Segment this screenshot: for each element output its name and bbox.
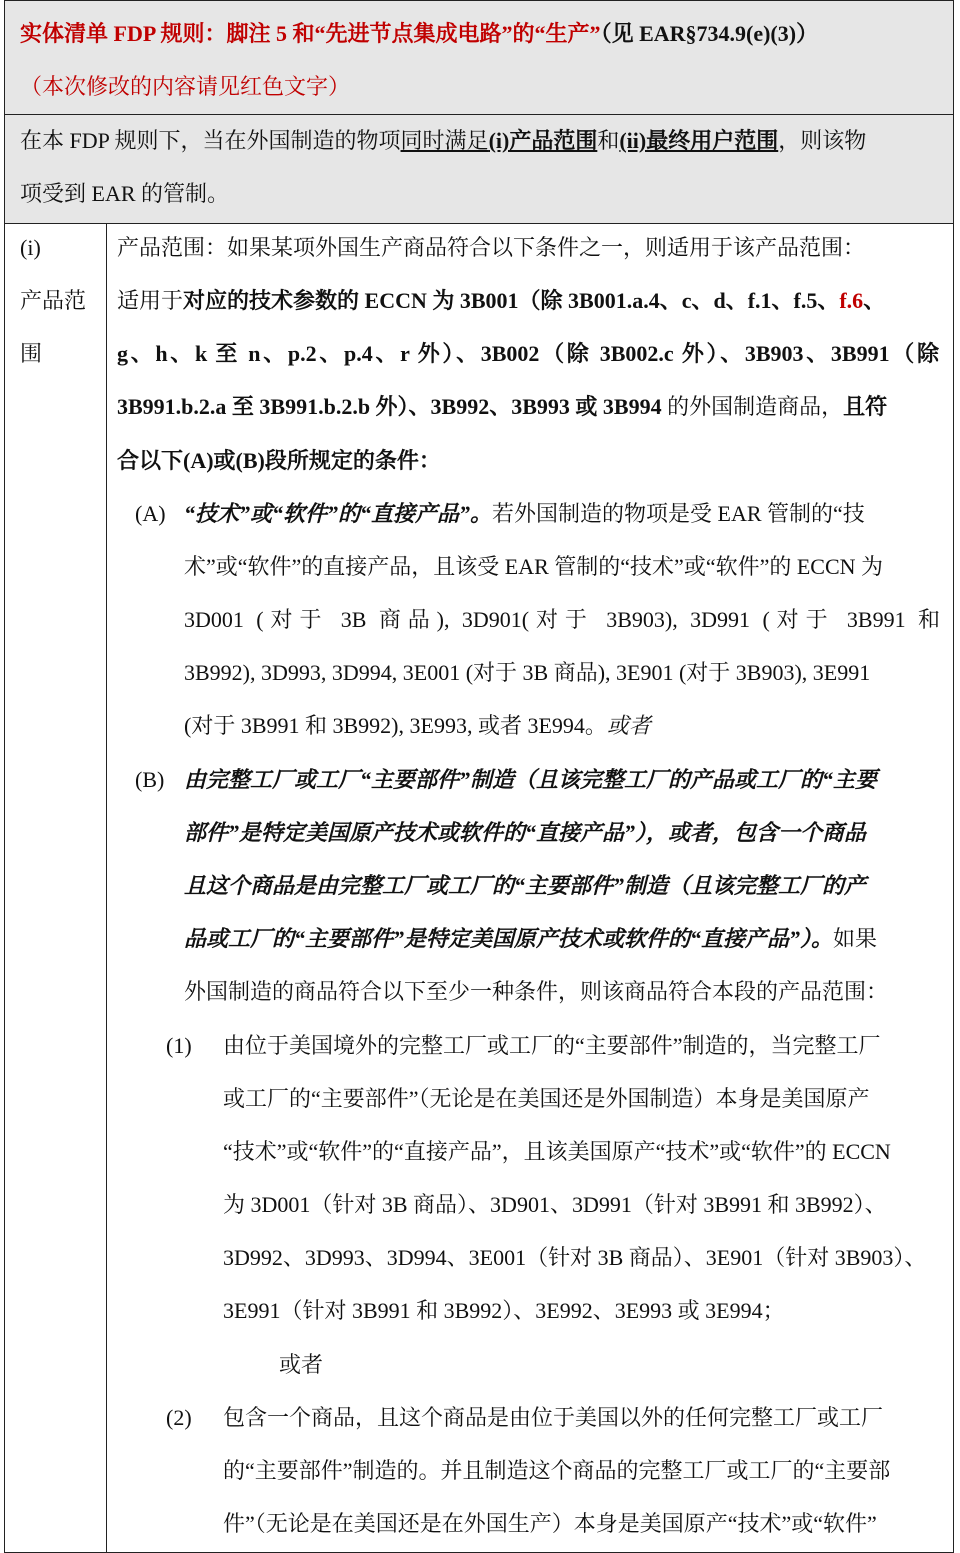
sub-item-1-line-5: 3D992、3D993、3D994、3E001（针对 3B 商品）、3E901（针对 3B903）、: [223, 1245, 927, 1270]
item-a-line-5: (对于 3B991 和 3B992), 3E993, 或者 3E994。或者: [184, 713, 651, 738]
sub-item-2-label: (2): [166, 1405, 192, 1430]
intro-line-2: 项受到 EAR 的管制。: [20, 181, 230, 206]
item-a-line-3: 3D001 (对于 3B 商品), 3D901(对于 3B903), 3D991 (对于 3B991 和: [184, 607, 940, 632]
sub-item-1-line-6: 3E991（针对 3B991 和 3B992）、3E992、3E993 或 3E994；: [223, 1298, 785, 1323]
item-b-line-2: 部件”是特定美国原产技术或软件的“直接产品”），或者，包含一个商品: [184, 820, 867, 845]
intro-line-1: 在本 FDP 规则下，当在外国制造的物项同时满足(i)产品范围和(ii)最终用户范围，则该物: [20, 128, 867, 153]
eccn-line-3: 3B991.b.2.a 至 3B991.b.2.b 外）、3B992、3B993 或 3B994 的外国制造商品，且符: [117, 394, 888, 419]
item-b-line-4: 品或工厂的“主要部件”是特定美国原产技术或软件的“直接产品”）。如果: [184, 926, 878, 951]
sub-item-2-line-3: 件”（无论是在美国还是在外国生产）本身是美国原产“技术”或“软件”: [223, 1511, 877, 1536]
item-a-line-1: “技术”或“软件”的“直接产品”。若外国制造的物项是受 EAR 管制的“技: [184, 501, 865, 526]
sub-item-1-line-4: 为 3D001（针对 3B 商品）、3D901、3D991（针对 3B991 和 3B992）、: [223, 1192, 887, 1217]
item-b-label: (B): [135, 767, 165, 792]
title-ref: （见 EAR§734.9(e)(3)）: [600, 21, 819, 46]
section-label-1: 产品范: [20, 288, 87, 313]
item-a-line-2: 术”或“软件”的直接产品，且该受 EAR 管制的“技术”或“软件”的 ECCN 为: [184, 554, 884, 579]
item-a-label: (A): [135, 501, 166, 526]
item-b-line-1: 由完整工厂或工厂“主要部件”制造（且该完整工厂的产品或工厂的“主要: [184, 767, 878, 792]
sub-item-2-line-1: 包含一个商品，且这个商品是由位于美国以外的任何完整工厂或工厂: [223, 1405, 884, 1430]
sub-item-2-line-2: 的“主要部件”制造的。并且制造这个商品的完整工厂或工厂的“主要部: [223, 1458, 891, 1483]
column-divider: [106, 224, 107, 1552]
or-connector: 或者: [279, 1352, 324, 1377]
section-number: (i): [20, 235, 41, 260]
sub-item-1-label: (1): [166, 1033, 192, 1058]
section-label-2: 围: [20, 341, 43, 366]
eccn-line-4: 合以下(A)或(B)段所规定的条件：: [117, 448, 441, 473]
item-b-line-5: 外国制造的商品符合以下至少一种条件，则该商品符合本段的产品范围：: [184, 979, 889, 1004]
item-b-line-3: 且这个商品是由完整工厂或工厂的“主要部件”制造（且该完整工厂的产: [184, 873, 867, 898]
sub-item-1-line-2: 或工厂的“主要部件”（无论是在美国还是外国制造）本身是美国原产: [223, 1086, 870, 1111]
item-a-line-4: 3B992), 3D993, 3D994, 3E001 (对于 3B 商品), 3E901 (对于 3B903), 3E991: [184, 660, 871, 685]
page-title: [20, 19, 818, 49]
sub-item-1-line-3: “技术”或“软件”的“直接产品”，且该美国原产“技术”或“软件”的 ECCN: [223, 1139, 891, 1164]
eccn-line-2: g、h、k 至 n、p.2、p.4、r 外）、3B002（除 3B002.c 外）、3B903、3B991（除: [117, 341, 939, 366]
revision-note: （本次修改的内容请见红色文字）: [20, 74, 351, 99]
sub-item-1-line-1: 由位于美国境外的完整工厂或工厂的“主要部件”制造的，当完整工厂: [223, 1033, 881, 1058]
scope-intro: 产品范围：如果某项外国生产商品符合以下条件之一，则适用于该产品范围：: [117, 235, 866, 260]
eccn-line-1: 适用于对应的技术参数的 ECCN 为 3B001（除 3B001.a.4、c、d、f.1、f.5、f.6、: [117, 288, 886, 313]
title-text: 实体清单 FDP 规则：脚注 5 和“先进节点集成电路”的“生产”: [20, 21, 601, 46]
